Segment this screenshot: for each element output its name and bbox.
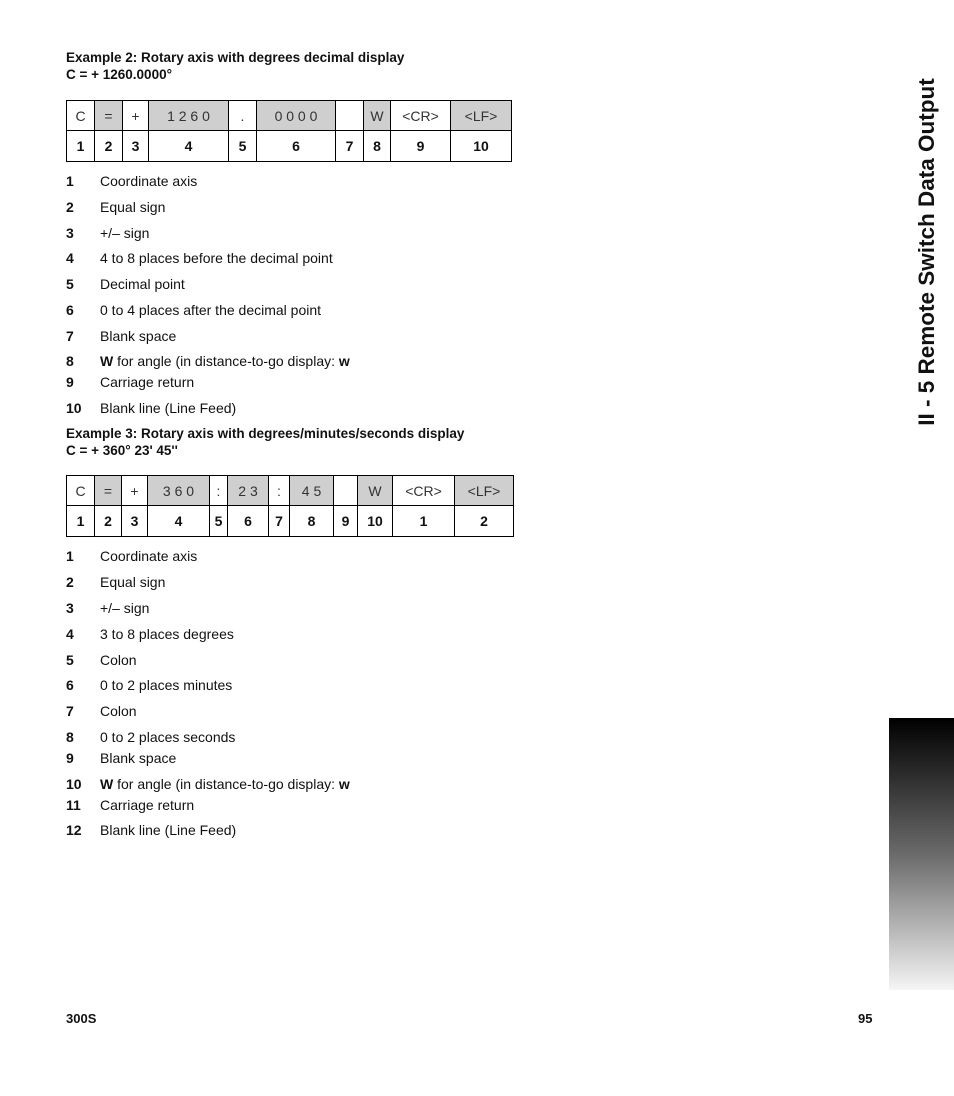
example3-format-table	[66, 475, 514, 537]
format-cell: .	[229, 101, 257, 131]
position-number: 9	[391, 131, 451, 162]
position-number: 2	[455, 506, 514, 537]
legend-number: 6	[66, 302, 74, 318]
position-number: 8	[290, 506, 334, 537]
thumb-index-gradient	[889, 718, 954, 990]
chapter-title: II - 5 Remote Switch Data Output	[914, 78, 939, 426]
example3-title: Example 3: Rotary axis with degrees/minutes/seconds display	[66, 426, 465, 441]
legend-number: 3	[66, 225, 74, 241]
legend-text: Coordinate axis	[100, 173, 198, 189]
format-cell: W	[364, 101, 391, 131]
position-number: 9	[334, 506, 358, 537]
format-cell: 0 0 0 0	[257, 101, 336, 131]
legend-bold-letter-lower: w	[338, 353, 350, 369]
format-cell: +	[123, 101, 149, 131]
legend-number: 12	[66, 822, 82, 838]
format-cell	[334, 476, 358, 506]
format-cell: =	[95, 101, 123, 131]
position-number: 1	[393, 506, 455, 537]
legend-text: Blank line (Line Feed)	[100, 400, 237, 416]
position-number: 5	[210, 506, 228, 537]
legend-bold-letter: W	[100, 776, 114, 792]
format-cell: W	[358, 476, 393, 506]
position-number: 1	[67, 131, 95, 162]
legend-number: 10	[66, 776, 82, 792]
legend-text: Blank space	[100, 328, 177, 344]
format-cell: 1 2 6 0	[149, 101, 229, 131]
legend-text: Equal sign	[100, 574, 166, 590]
legend-number: 4	[66, 626, 74, 642]
format-cell: <LF>	[451, 101, 512, 131]
position-number: 10	[451, 131, 512, 162]
legend-number: 7	[66, 703, 74, 719]
position-number: 8	[364, 131, 391, 162]
legend-text: Carriage return	[100, 797, 195, 813]
legend-number: 5	[66, 276, 74, 292]
example2-formula: C = + 1260.0000°	[66, 66, 172, 82]
legend-number: 1	[66, 173, 74, 189]
legend-text: Colon	[100, 703, 137, 719]
format-cell: :	[269, 476, 290, 506]
legend-text: +/– sign	[100, 600, 150, 616]
format-cell: <LF>	[455, 476, 514, 506]
example2-title: Example 2: Rotary axis with degrees decimal display	[66, 50, 405, 65]
legend-number: 6	[66, 677, 74, 693]
legend-text: Decimal point	[100, 276, 185, 292]
position-number: 6	[257, 131, 336, 162]
legend-text	[100, 776, 350, 792]
legend-text: Blank line (Line Feed)	[100, 822, 237, 838]
legend-number: 7	[66, 328, 74, 344]
position-number: 10	[358, 506, 393, 537]
legend-number: 8	[66, 729, 74, 745]
format-cell	[336, 101, 364, 131]
position-number: 6	[228, 506, 269, 537]
chapter-side-tab	[912, 52, 942, 452]
format-cell: :	[210, 476, 228, 506]
legend-text: +/– sign	[100, 225, 150, 241]
legend-bold-letter: W	[100, 353, 114, 369]
format-cell: C	[67, 476, 95, 506]
example2-format-table	[66, 100, 512, 162]
position-number: 5	[229, 131, 257, 162]
example3-formula: C = + 360° 23' 45''	[66, 442, 178, 458]
legend-number: 4	[66, 250, 74, 266]
position-number: 3	[123, 131, 149, 162]
position-number: 7	[269, 506, 290, 537]
legend-description: for angle (in distance-to-go display:	[113, 776, 339, 792]
legend-number: 1	[66, 548, 74, 564]
position-number: 2	[95, 131, 123, 162]
format-cell: +	[122, 476, 148, 506]
position-number: 3	[122, 506, 148, 537]
format-cell: 4 5	[290, 476, 334, 506]
legend-text: 3 to 8 places degrees	[100, 626, 234, 642]
legend-text: Blank space	[100, 750, 177, 766]
legend-text: Carriage return	[100, 374, 195, 390]
legend-text: Coordinate axis	[100, 548, 198, 564]
legend-number: 9	[66, 374, 74, 390]
legend-bold-letter-lower: w	[338, 776, 350, 792]
legend-text: 0 to 2 places minutes	[100, 677, 233, 693]
position-number: 7	[336, 131, 364, 162]
format-cell: <CR>	[393, 476, 455, 506]
legend-text: 0 to 4 places after the decimal point	[100, 302, 322, 318]
example2-heading	[66, 50, 404, 83]
legend-number: 3	[66, 600, 74, 616]
position-number: 1	[67, 506, 95, 537]
legend-number: 8	[66, 353, 74, 369]
format-cell: <CR>	[391, 101, 451, 131]
format-cell: 2 3	[228, 476, 269, 506]
legend-text: 4 to 8 places before the decimal point	[100, 250, 333, 266]
legend-number: 9	[66, 750, 74, 766]
format-cell: 3 6 0	[148, 476, 210, 506]
page-number: 95	[858, 1011, 873, 1026]
legend-text	[100, 353, 350, 369]
legend-text: Equal sign	[100, 199, 166, 215]
format-cell: C	[67, 101, 95, 131]
legend-number: 11	[66, 797, 81, 813]
example3-heading	[66, 426, 464, 459]
legend-text: Colon	[100, 652, 137, 668]
legend-number: 2	[66, 574, 74, 590]
format-cell: =	[95, 476, 122, 506]
legend-text: 0 to 2 places seconds	[100, 729, 236, 745]
legend-number: 10	[66, 400, 82, 416]
position-number: 4	[149, 131, 229, 162]
footer-product: 300S	[66, 1011, 97, 1026]
position-number: 4	[148, 506, 210, 537]
legend-number: 5	[66, 652, 74, 668]
legend-description: for angle (in distance-to-go display:	[113, 353, 339, 369]
legend-number: 2	[66, 199, 74, 215]
position-number: 2	[95, 506, 122, 537]
